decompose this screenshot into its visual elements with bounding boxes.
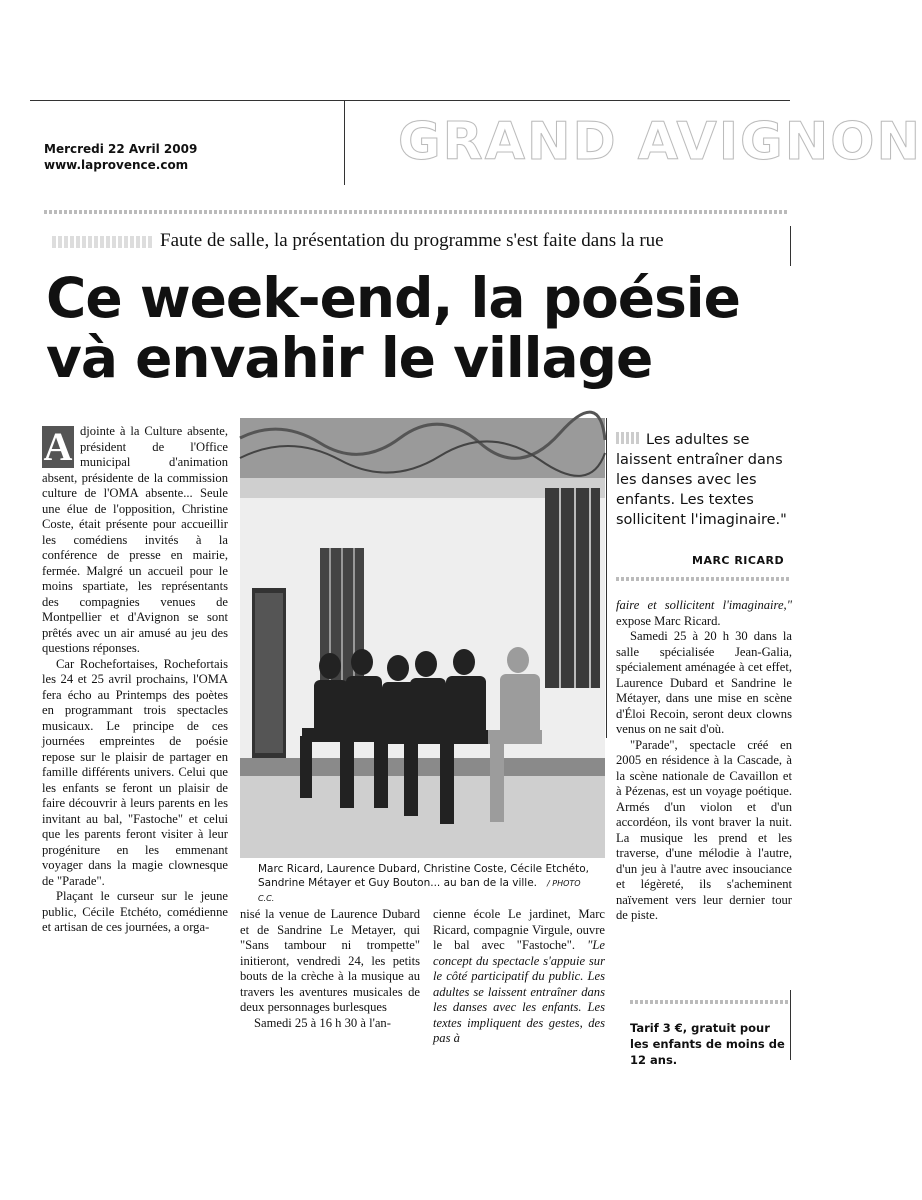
tarif-dotted-rule [630,1000,790,1004]
issue-date: Mercredi 22 Avril 2009 [44,142,198,156]
kicker-mark [52,236,152,248]
paragraph: Samedi 25 à 16 h 30 à l'an- [254,1015,391,1030]
quote-mark [616,432,640,444]
photo-illustration [240,418,605,858]
top-rule [30,100,790,101]
paragraph: "Parade", spectacle créé en 2005 en résidence à la Cascade, à la scène nationale de Cavaillon et à Pézenas, est un voyage poétique. Armés d'un violon et d'un accordéon, ils vont braver la nuit. La musique les prend et les traverse, d'une mélodie à l'autre, d'un jeu à l'autre avec insouciance et légèreté, ils s'acheminent naïvement vers leur dernier tour de piste. [616,737,792,922]
paragraph: Plaçant le curseur sur le jeune public, Cécile Etchéto, comédienne et artisan de ces journées, a orga- [42,889,228,934]
pull-quote-text: Les adultes se laissent entraîner dans les danses avec les enfants. Les textes sollicitent l'imaginaire." [616,432,787,528]
article-photo [240,418,605,858]
quoted-text: faire et sollicitent l'imaginaire," [616,598,792,612]
paragraph-text: expose Marc Ricard. [616,613,721,628]
pull-quote [616,430,791,530]
header-divider [344,100,345,185]
section-title: GRAND AVIGNON [398,112,922,172]
paragraph-text: cienne école Le jardinet, Marc Ricard, compagnie Virgule, ouvre le bal avec "Fastoche". [433,907,605,952]
tarif-rule-right [790,990,791,1060]
paragraph: Samedi 25 à 20 h 30 dans la salle spécialisée Jean-Galia, spécialement aménagée à cet effet, Laurence Dubard et Sandrine le Métayer, dans une mise en scène d'Éloi Recoin, seront deux clowns venus on ne sait d'où. [616,629,792,736]
header-dotted-rule [44,210,789,214]
website: www.laprovence.com [44,158,189,172]
pull-quote-author: MARC RICARD [692,554,785,567]
kicker: Faute de salle, la présentation du programme s'est faite dans la rue [160,230,664,251]
paragraph: Car Rochefortaises, Rochefortais les 24 et 25 avril prochains, l'OMA fera écho au Printemps des poètes en programmant trois spectacles musicaux. Le principe de ces journées empreintes de poésie repose sur le plaisir de partager en famille différents univers. Celui que les enfants se feront un plaisir de faire découvrir à leurs parents en les invitant au bal, "Fastoche" et celui que les parents feront visiter à leur progéniture en les emmenant voyager dans la magie clownesque de "Parade". [42,656,228,888]
article-column-1 [42,424,228,936]
article-column-3 [433,907,605,1047]
quoted-text: "Le concept du spectacle s'appuie sur le côté participatif du public. Les adultes se laissent entraîner dans les danses avec les enfants. Les textes impliquent des gestes, des pas à [433,938,605,1045]
headline: Ce week-end, la poésie và envahir le village [46,266,740,390]
tarif-box: Tarif 3 €, gratuit pour les enfants de moins de 12 ans. [630,1021,785,1067]
drop-cap: A [43,424,73,469]
article-column-4 [616,598,792,924]
photo-caption [258,862,598,906]
paragraph: djointe à la Culture absente, président de l'Office municipal d'animation absent, présidente de la commission culture de l'OMA absente... Seule une élue de l'opposition, Christine Coste, était présente pour accueillir les comédiens invités à la conférence de presse en mairie, fermée. Malgré un accueil pour le moins spartiate, les représentants des compagnies venues de Montpellier et d'Avignon se sont prêtés avec un air amusé au jeu des questions réponses. [42,424,228,655]
photo-credit: / PHOTO C.C. [258,879,581,903]
article-column-2 [240,907,420,1031]
sidebar-divider [606,418,607,738]
quote-dotted-rule [616,577,791,581]
caption-text: Marc Ricard, Laurence Dubard, Christine Coste, Cécile Etchéto, Sandrine Métayer et Guy Bouton... au ban de la ville. [258,863,589,889]
paragraph: nisé la venue de Laurence Dubard et de Sandrine Le Metayer, qui "Sans tambour ni trompette" initieront, vendredi 24, les petits bouts de la crèche à la musique au travers les aventures musicales de deux personnages burlesques [240,907,420,1014]
kicker-rule [790,226,791,266]
